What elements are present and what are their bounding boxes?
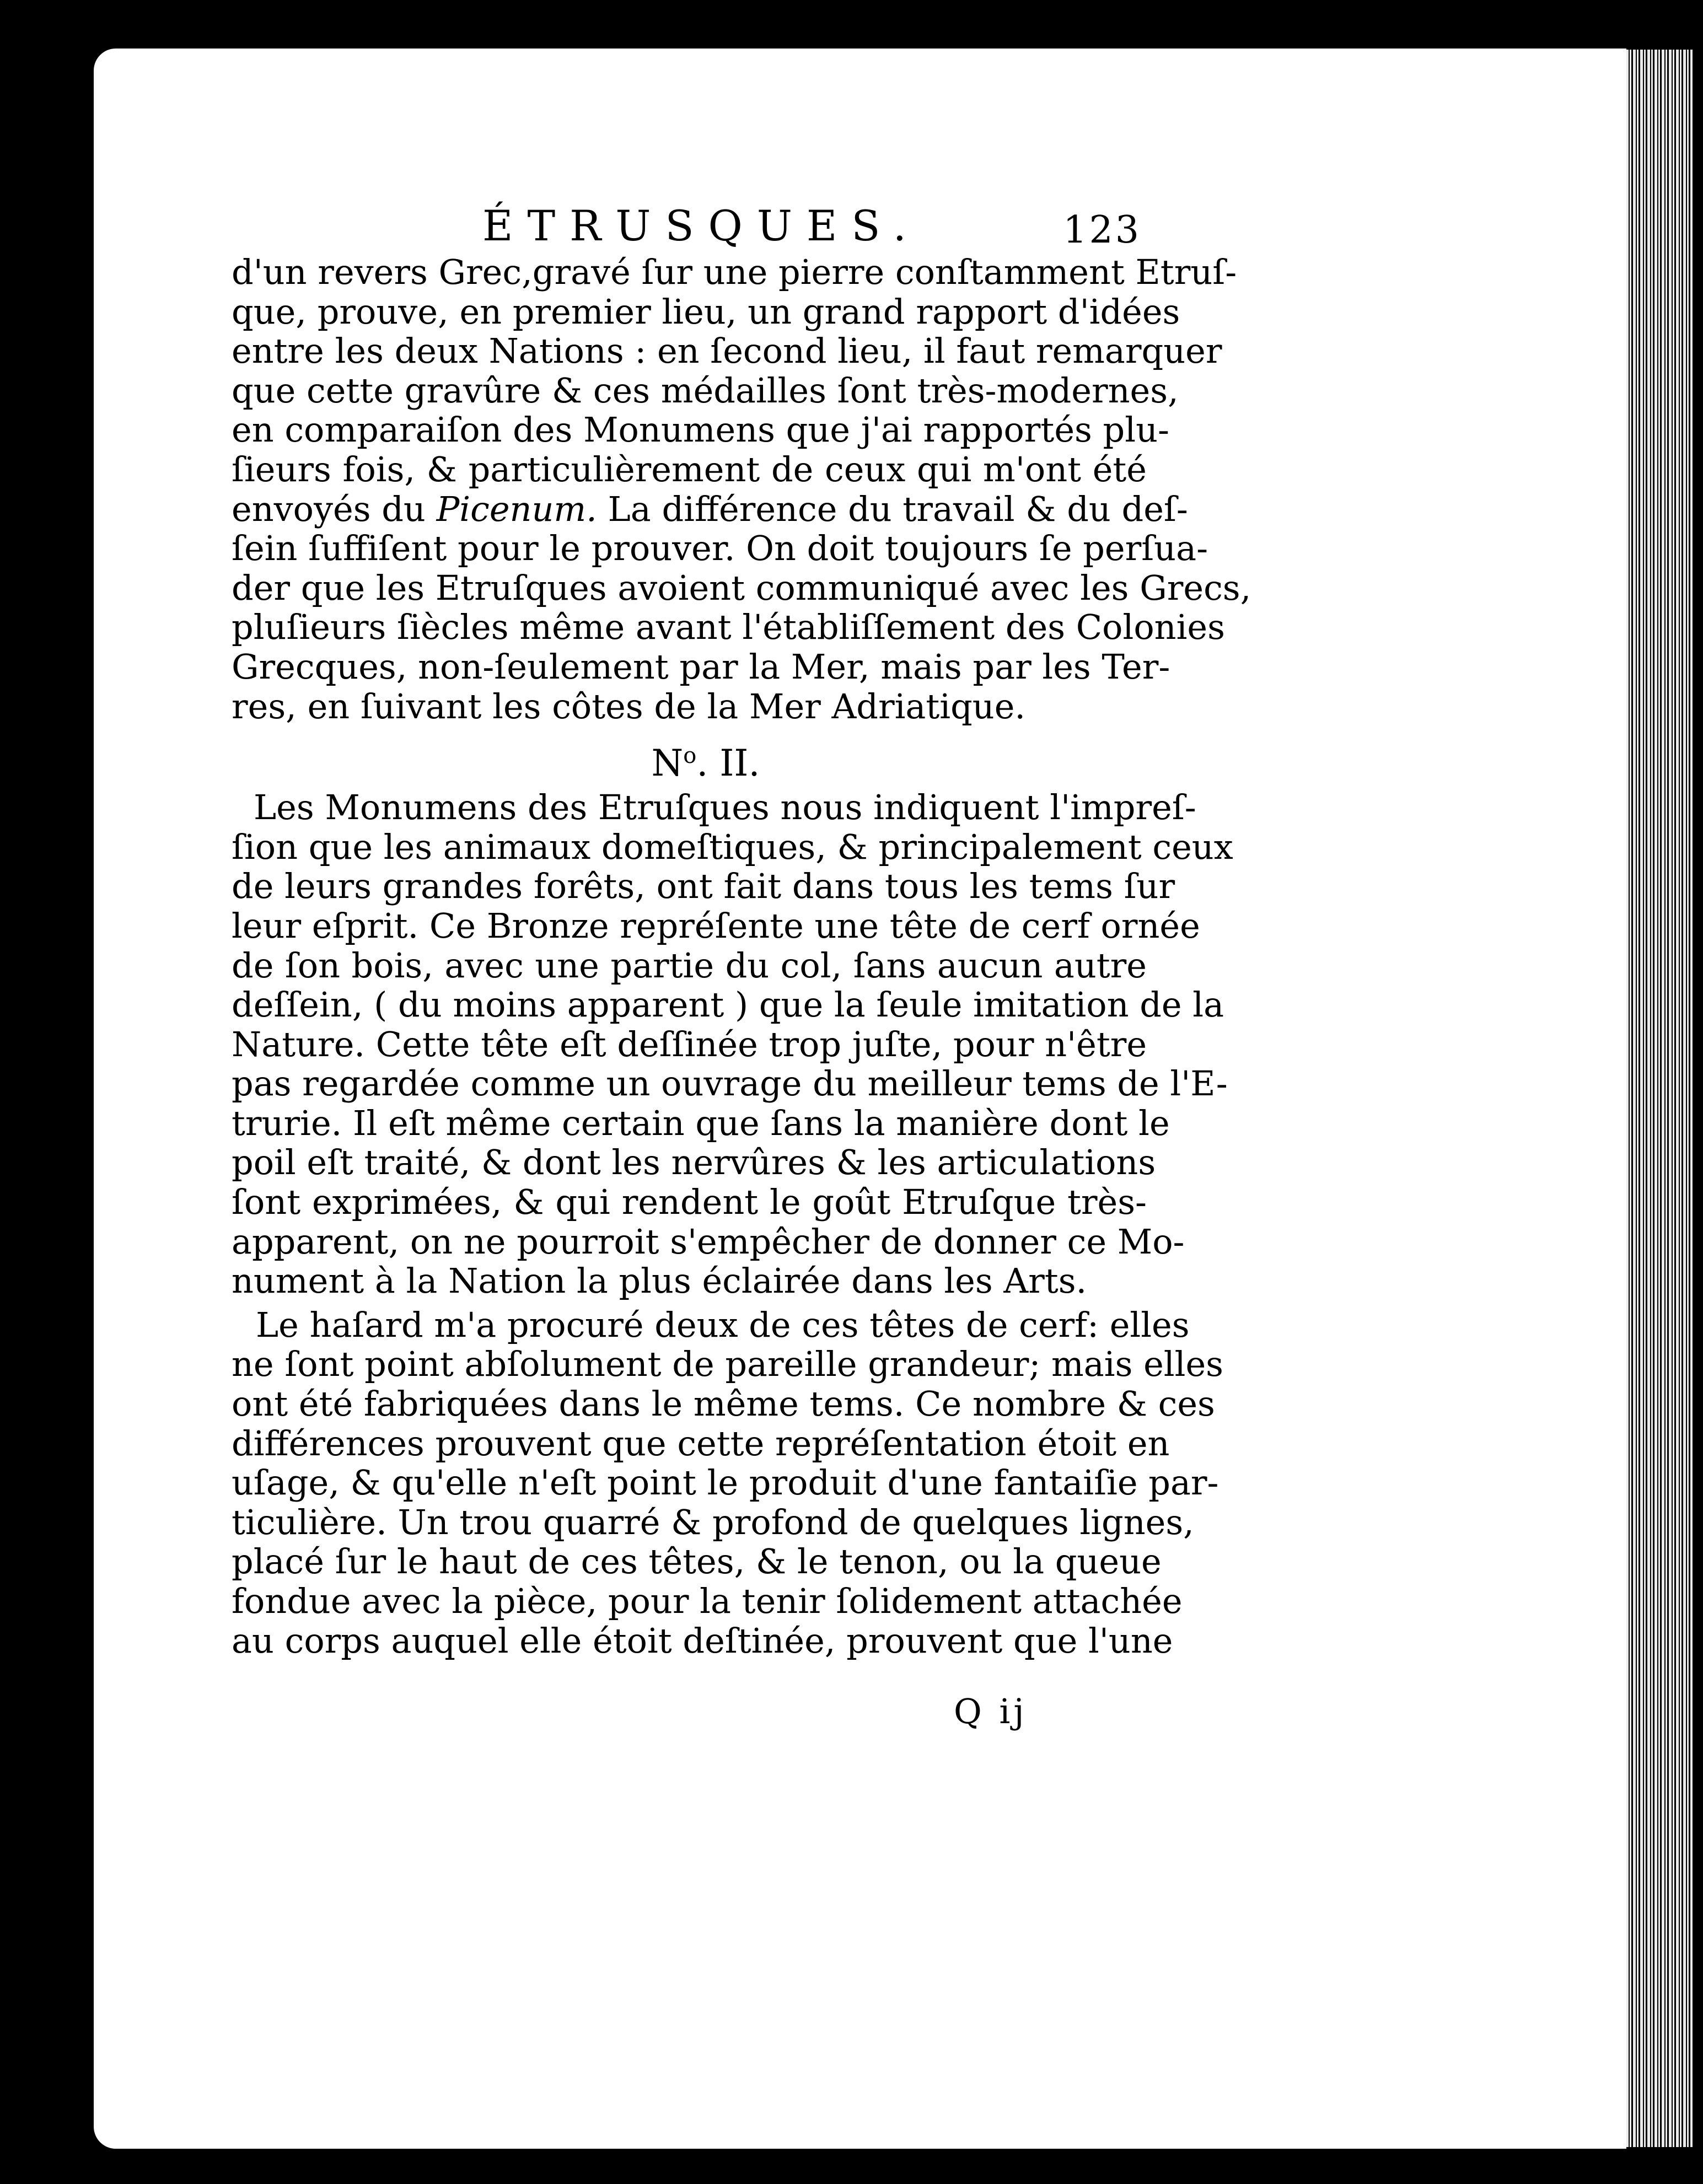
text-line: res, en ſuivant les côtes de la Mer Adriatique.	[232, 686, 1026, 727]
text-line: deſſein, ( du moins apparent ) que la ſeule imitation de la	[232, 985, 1224, 1025]
page-body	[232, 252, 1251, 1661]
heading-superscript: o	[683, 743, 697, 769]
text-segment: envoyés du	[232, 488, 426, 529]
paragraph-continued	[232, 252, 1251, 727]
text-line: de leurs grandes forêts, ont fait dans tous les tems ſur	[232, 866, 1175, 907]
text-line: différences prouvent que cette repréſentation étoit en	[232, 1423, 1170, 1464]
text-line: placé ſur le haut de ces têtes, & le tenon, ou la queue	[232, 1541, 1162, 1582]
text-line: poil eſt traité, & dont les nervûres & les articulations	[232, 1142, 1156, 1183]
text-line: Nature. Cette tête eſt deſſinée trop juſte, pour n'être	[232, 1024, 1147, 1064]
leaf-edge-margin	[1610, 49, 1626, 2149]
text-line: de ſon bois, avec une partie du col, ſans aucun autre	[232, 945, 1147, 986]
text-line: ſein ſuffiſent pour le prouver. On doit toujours ſe perſua-	[232, 528, 1208, 569]
text-line: ſion que les animaux domeſtiques, & principalement ceux	[232, 826, 1233, 867]
text-line: uſage, & qu'elle n'eſt point le produit d'une fantaiſie par-	[232, 1462, 1219, 1503]
paragraph-deer-heads	[232, 1304, 1223, 1661]
text-line: au corps auquel elle étoit deſtinée, prouvent que l'une	[232, 1620, 1173, 1661]
text-line: apparent, on ne pourroit s'empêcher de donner ce Mo-	[232, 1221, 1185, 1262]
section-heading	[232, 729, 1147, 785]
running-header	[232, 196, 1147, 256]
heading-prefix: N	[651, 742, 684, 785]
paragraph-monument	[232, 787, 1233, 1301]
text-line: der que les Etruſques avoient communiqué avec les Grecs,	[232, 567, 1251, 608]
text-line: Le haſard m'a procuré deux de ces têtes de cerf: elles	[256, 1304, 1190, 1345]
text-line: fondue avec la pièce, pour la tenir ſolidement attachée	[232, 1581, 1183, 1621]
place-name-italic: Picenum.	[436, 488, 597, 529]
text-line: entre les deux Nations : en ſecond lieu, il faut remarquer	[232, 331, 1222, 372]
text-line: ne ſont point abſolument de pareille grandeur; mais elles	[232, 1344, 1223, 1385]
text-line	[232, 488, 1188, 529]
text-line: Grecques, non-ſeulement par la Mer, mais par les Ter-	[232, 646, 1170, 687]
text-line: ticulière. Un trou quarré & profond de quelques lignes,	[232, 1502, 1194, 1542]
text-line: ont été fabriquées dans le même tems. Ce nombre & ces	[232, 1384, 1215, 1424]
page-stack-edge	[1615, 50, 1693, 2147]
text-line: nument à la Nation la plus éclairée dans les Arts.	[232, 1261, 1087, 1301]
text-segment: La différence du travail & du deſ-	[608, 488, 1188, 529]
signature-mark: Q ij	[954, 1691, 1028, 1731]
text-segment: Monumens des Etruſques nous indiquent l'impreſ-	[314, 787, 1196, 828]
heading-suffix: . II.	[696, 742, 760, 785]
text-line: d'un revers Grec,gravé ſur une pierre conſtamment Etruſ-	[232, 252, 1237, 292]
text-line: ſieurs fois, & particulièrement de ceux qui m'ont été	[232, 449, 1147, 489]
text-line: leur eſprit. Ce Bronze repréſente une tête de cerf ornée	[232, 905, 1200, 946]
page-number: 123	[1063, 208, 1141, 252]
text-line: pluſieurs ſiècles même avant l'établiſſement des Colonies	[232, 607, 1225, 648]
text-line: pas regardée comme un ouvrage du meilleur tems de l'E-	[232, 1063, 1228, 1104]
text-line: ſont exprimées, & qui rendent le goût Etruſque très-	[232, 1182, 1147, 1223]
text-line: que cette gravûre & ces médailles ſont très-modernes,	[232, 370, 1179, 411]
text-line	[232, 787, 1196, 828]
text-line: trurie. Il eſt même certain que ſans la manière dont le	[232, 1102, 1170, 1143]
running-title: ÉTRUSQUES.	[482, 201, 921, 250]
text-line: en comparaiſon des Monumens que j'ai rapportés plu-	[232, 410, 1169, 450]
lead-word: Les	[254, 787, 314, 828]
text-line: que, prouve, en premier lieu, un grand rapport d'idées	[232, 291, 1180, 332]
